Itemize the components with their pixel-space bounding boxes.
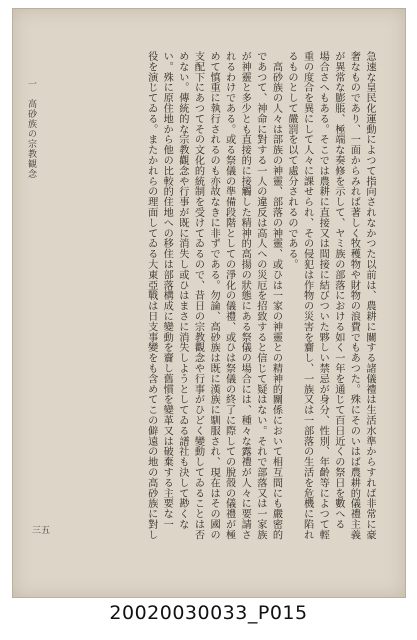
text-column: であつて、神命に對する一人の違反は高人への災厄を招致すると信じて疑はない。それで部落又は一家族 bbox=[254, 51, 266, 540]
text-column: めて慎重に執行されるのも亦故なきに非ずである。勿論、高砂族は既に漢族に馴服され、現在はその國の bbox=[208, 51, 220, 540]
text-column: 場合さへもある。そこでは農耕に直接又は間接に結びついた夥しい禁忌が身分、性別、年齡等によつて輕 bbox=[317, 51, 329, 540]
text-column: 奢なものであり、一面からみれば著しく牧穫物や財物の浪費でもあつた。殊にそのいはば農耕的儀禮主義 bbox=[348, 51, 360, 540]
text-column: れるわけである。或る祭儀の準備段階としての淨化の儀禮、或ひは祭儀の終了に際しての脫殼の儀禮が極 bbox=[223, 51, 235, 540]
text-column: 支配下にあつてその文化的統制を受けてゐるので、昔日の宗教觀念や行事がひどく變動してゐることは否 bbox=[192, 51, 204, 540]
text-column: 高砂族の人々は部族の神靈、部落の神靈、或ひは一家の神靈との精神的關係において相互間にも嚴密的 bbox=[270, 51, 282, 540]
image-caption: 20020030033_P015 bbox=[109, 602, 308, 624]
running-head: 一 高砂族の宗教観念 bbox=[26, 79, 36, 179]
text-column: 急速な皇民化運動によつて指向されなかつた以前は、農耕に關する諸儀禮は生活水準からすれば非常に豪 bbox=[364, 51, 375, 540]
page-number: 三五 bbox=[32, 526, 51, 536]
text-column: るものとして嚴罰を以て處分されるのである。 bbox=[286, 51, 298, 270]
text-column: い。殊に原住地から他の比較的住地への移住は部落構成に變動を齎し舊慣を變革又は破棄する主要な一 bbox=[161, 51, 173, 530]
text-column: 役を演じてゐる。またかれらの理面してゐる大東亞戰は日支事變をも含めてこの僻遠の地の高砂族に對し bbox=[145, 51, 157, 540]
scanned-page bbox=[12, 8, 406, 598]
text-column: めない。傳統的な宗教觀念や行事が既に消失し或ひはまさに消失しようとしてゐる譜社も決して尠くな bbox=[176, 51, 188, 530]
text-column: 重の度合を異にして人々に課せられ、その侵犯は作物の災害を齎し、一族又は一部落の生活を危機に陷れ bbox=[301, 51, 313, 540]
text-column: が神靈と多少とも直接的に接觸した精神的高揚の狀態にある祭儀の場合には、種々な露禮が人々に要請さ bbox=[239, 51, 251, 540]
body-text bbox=[143, 51, 377, 571]
text-column: が異常な膨脹、極端な奏修を示して、ヤミ族の部落における如く一年を通じて百日近くの祭日を數へる bbox=[332, 51, 344, 530]
